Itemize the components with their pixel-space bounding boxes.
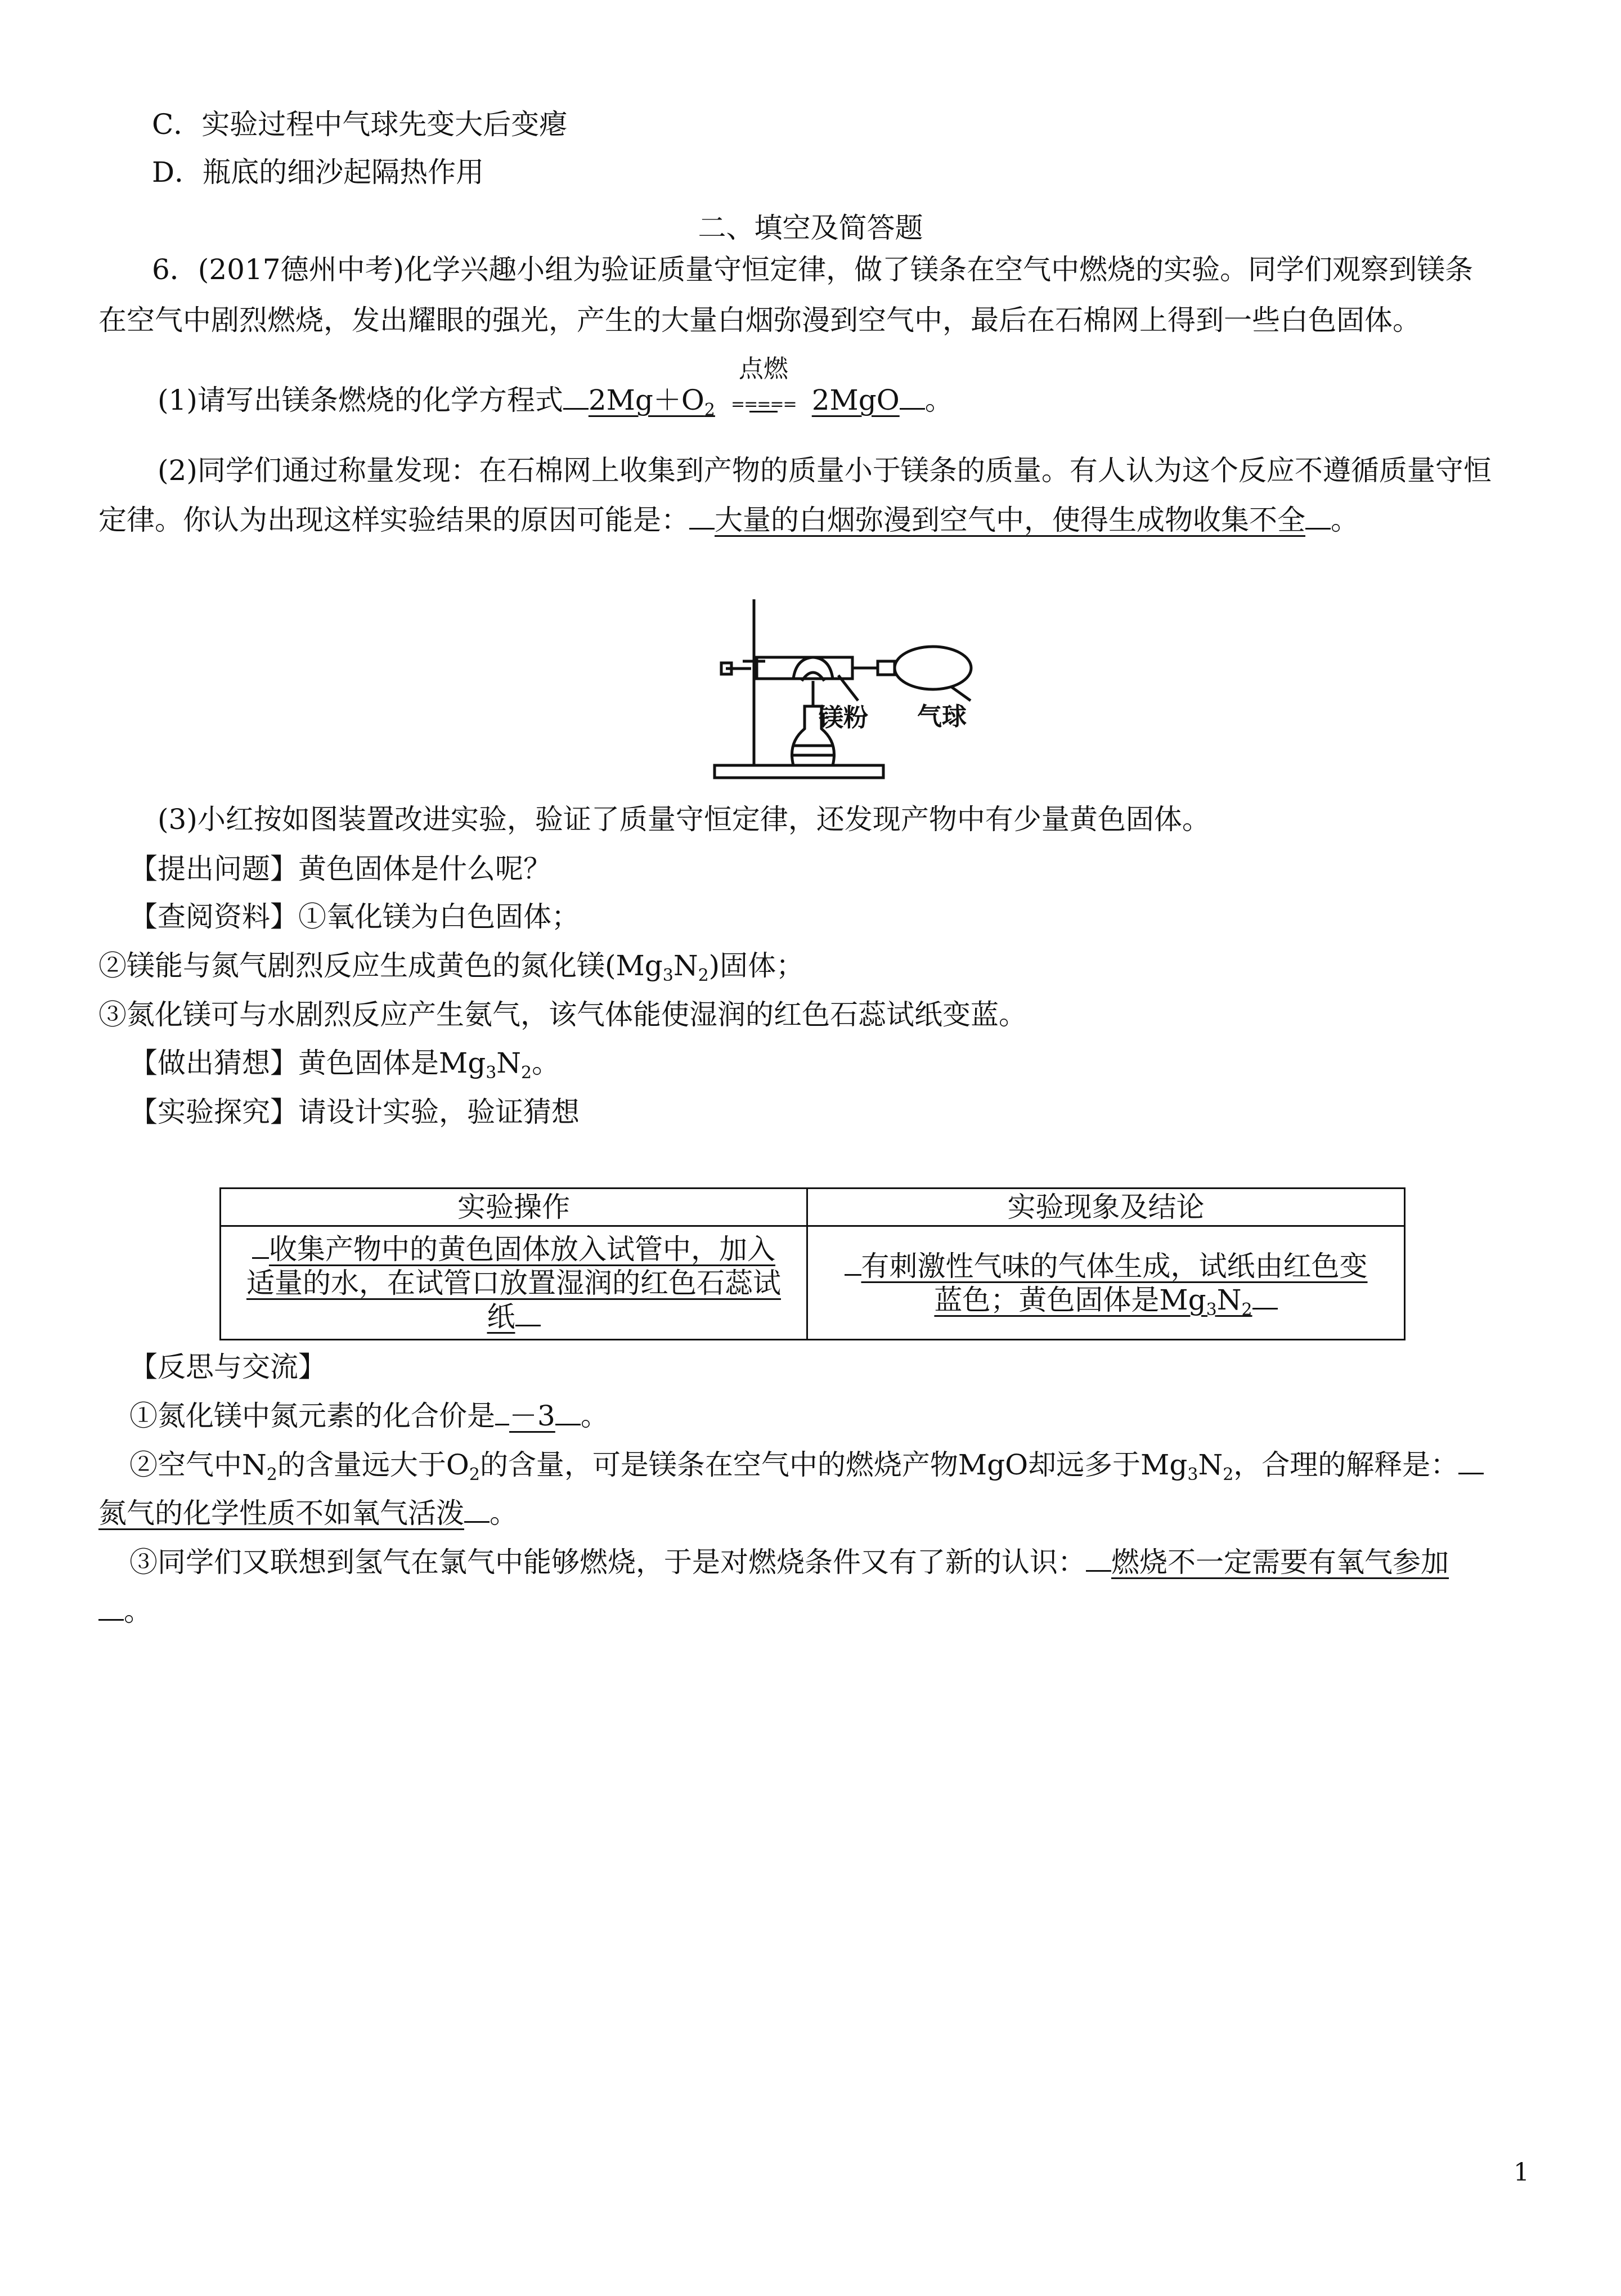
hypothesis: 【做出猜想】黄色固体是$Mg_3N_2$。 — [129, 1047, 560, 1083]
section-heading: 二、填空及简答题 — [698, 212, 923, 244]
answer-blank — [689, 505, 715, 530]
table-row — [221, 1226, 1405, 1340]
condition-ignite: 点燃 — [738, 355, 788, 383]
option-d: D．瓶底的细沙起隔热作用 — [152, 156, 484, 189]
ask-question: 【提出问题】黄色固体是什么呢？ — [129, 853, 551, 885]
balloon-shape — [895, 647, 971, 689]
cell-result: 有刺激性气味的气体生成，试纸由红色变 蓝色；黄色固体是$Mg_3N_2$ — [807, 1226, 1405, 1340]
reflect-3-line2: 。 — [98, 1594, 152, 1629]
cell-operation: 收集产物中的黄色固体放入试管中，加入 适量的水，在试管口放置湿润的红色石蕊试 纸 — [221, 1226, 807, 1340]
answer-blank — [900, 385, 925, 410]
label-balloon: 气球 — [917, 703, 967, 730]
consult-line2: ②镁能与氮气剧烈反应生成黄色的氮化镁$(Mg_3N_2)$固体； — [98, 949, 805, 985]
part1-equation-product: 2MgO — [811, 384, 900, 416]
reflect-3-answer: 燃烧不一定需要有氧气参加 — [1111, 1546, 1449, 1578]
part1-line: (1)请写出镁条燃烧的化学方程式 $2Mg+O_2$ 点燃 ===== 2MgO 。 — [158, 383, 953, 422]
label-mg-powder: 镁粉 — [819, 704, 868, 732]
consult-line1: 【查阅资料】①氧化镁为白色固体； — [129, 900, 580, 933]
part2-answer: 大量的白烟弥漫到空气中，使得生成物收集不全 — [715, 504, 1305, 536]
part3-line: (3)小红按如图装置改进实验，验证了质量守恒定律，还发现产物中有少量黄色固体。 — [158, 803, 1210, 836]
part1-equation-reactants: $2Mg+O_2$ — [588, 384, 715, 420]
experiment-table — [219, 1187, 1406, 1340]
option-c: C．实验过程中气球先变大后变瘪 — [152, 108, 568, 141]
page-number: 1 — [1514, 2158, 1529, 2187]
explore: 【实验探究】请设计实验，验证猜想 — [129, 1096, 580, 1128]
table-header-row — [221, 1189, 1405, 1226]
reflect-3-line1: ③同学们又联想到氢气在氯气中能够燃烧，于是对燃烧条件又有了新的认识： 燃烧不一定需要有氧气参加 — [129, 1546, 1449, 1578]
stand-base — [715, 765, 883, 778]
reflect-2-line2: 氮气的化学性质不如氧气活泼 。 — [98, 1497, 518, 1530]
part1-prefix: (1)请写出镁条燃烧的化学方程式 — [158, 384, 563, 416]
part2-line2: 定律。你认为出现这样实验结果的原因可能是： 大量的白烟弥漫到空气中，使得生成物收集不全 。 — [98, 504, 1359, 536]
reflect-heading: 【反思与交流】 — [129, 1351, 326, 1383]
reaction-condition-arrow: 点燃 ===== — [724, 383, 803, 422]
question-6-stem-line1: 6．(2017德州中考)化学兴趣小组为验证质量守恒定律，做了镁条在空气中燃烧的实验。同学们观察到镁条 — [152, 253, 1474, 286]
answer-blank — [1305, 505, 1331, 530]
reflect-1: ①氮化镁中氮元素的化合价是 －3 。 — [129, 1400, 609, 1432]
question-6-stem-line2: 在空气中剧烈燃烧，发出耀眼的强光，产生的大量白烟弥漫到空气中，最后在石棉网上得到一些白色固体。 — [98, 304, 1421, 337]
part2-line1: (2)同学们通过称量发现：在石棉网上收集到产物的质量小于镁条的质量。有人认为这个反应不遵循质量守恒 — [158, 454, 1492, 487]
reflect-2-answer: 氮气的化学性质不如氧气活泼 — [98, 1497, 464, 1530]
answer-blank — [563, 385, 589, 410]
reflect-1-answer: －3 — [509, 1400, 555, 1432]
header-operation: 实验操作 — [221, 1189, 807, 1226]
apparatus-figure — [709, 597, 1002, 782]
header-result: 实验现象及结论 — [807, 1189, 1405, 1226]
apparatus-drawing — [709, 597, 1002, 782]
consult-line3: ③氮化镁可与水剧烈反应产生氨气，该气体能使湿润的红色石蕊试纸变蓝。 — [98, 998, 1027, 1031]
reflect-2-line1: ②空气中$N_2$的含量远大于$O_2$的含量，可是镁条在空气中的燃烧产物MgO却远多于$Mg_3N_2$，合理的解释是： — [129, 1447, 1484, 1482]
